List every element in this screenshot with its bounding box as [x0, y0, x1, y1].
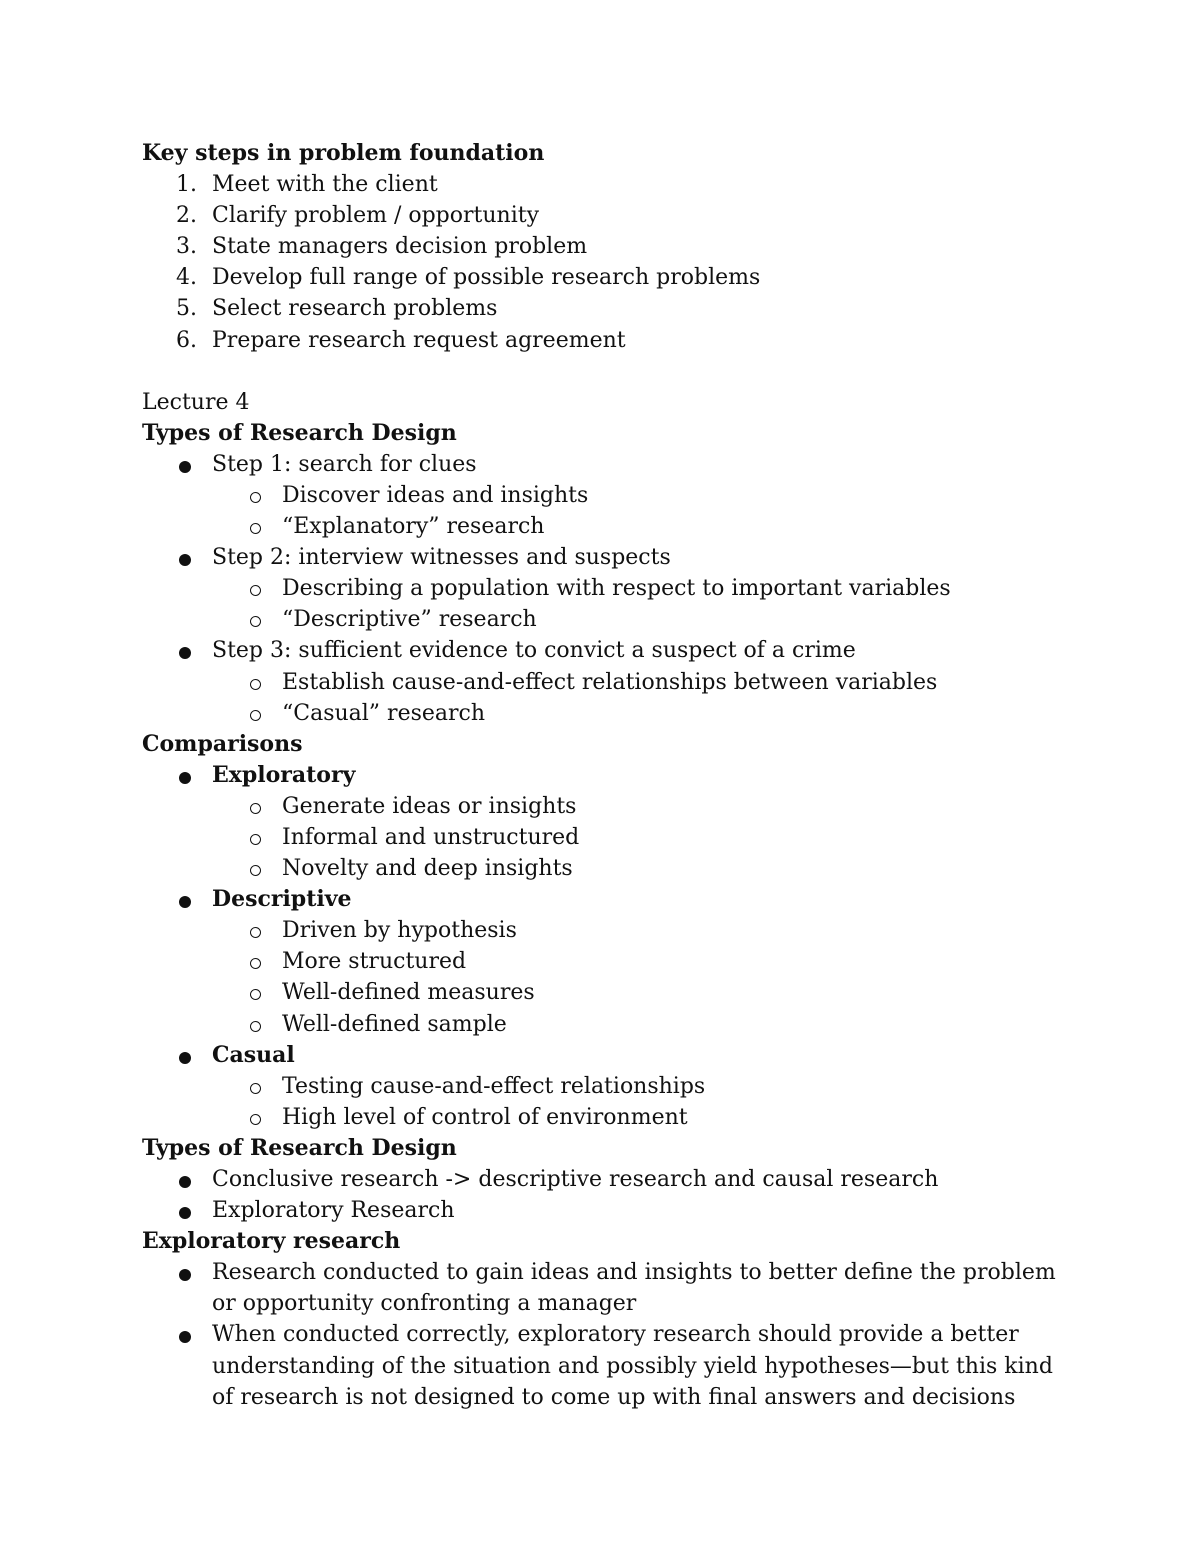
sub-bullet-text: Novelty and deep insights	[282, 856, 573, 882]
bullet-item	[142, 1040, 1102, 1071]
hollow-bullet-icon	[250, 989, 261, 1000]
hollow-bullet-icon	[250, 1083, 261, 1094]
item-number: 3.	[176, 234, 197, 260]
sub-bullet-text: Well-defined measures	[282, 980, 535, 1006]
sub-bullet-item	[142, 698, 1102, 729]
sub-bullet-text: “Casual” research	[282, 700, 486, 726]
bullet-item	[142, 635, 1102, 666]
item-text: State managers decision problem	[212, 234, 588, 260]
sub-bullet-item	[142, 573, 1102, 604]
sub-bullet-item	[142, 604, 1102, 635]
bullet-icon	[179, 896, 191, 908]
item-text: Develop full range of possible research problems	[212, 265, 761, 291]
document-content	[142, 138, 1102, 1413]
sub-bullet-item	[142, 946, 1102, 977]
bullet-item	[142, 1164, 1102, 1195]
sub-bullet-item	[142, 822, 1102, 853]
section-heading-types-of-research-design-2: Types of Research Design	[142, 1134, 457, 1161]
numbered-item	[142, 200, 1102, 231]
hollow-bullet-icon	[250, 927, 261, 938]
sub-bullet-text: Discover ideas and insights	[282, 482, 589, 508]
sub-bullet-text: Well-defined sample	[282, 1011, 507, 1037]
sub-bullet-item	[142, 853, 1102, 884]
bullet-text: Step 1: search for clues	[212, 451, 477, 477]
bullet-text: Descriptive	[212, 886, 352, 913]
sub-bullet-text: Testing cause-and-effect relationships	[282, 1073, 706, 1099]
item-text: Select research problems	[212, 296, 498, 322]
bullet-icon	[179, 461, 191, 473]
section-heading-types-of-research-design: Types of Research Design	[142, 419, 457, 446]
sub-bullet-text: Establish cause-and-effect relationships between variables	[282, 669, 938, 695]
hollow-bullet-icon	[250, 523, 261, 534]
sub-bullet-item	[142, 977, 1102, 1008]
sub-bullet-item	[142, 1102, 1102, 1133]
hollow-bullet-icon	[250, 492, 261, 503]
sub-bullet-text: “Descriptive” research	[282, 607, 537, 633]
bullet-icon	[179, 772, 191, 784]
section-heading-problem-foundation: Key steps in problem foundation	[142, 140, 545, 166]
item-number: 1.	[176, 172, 197, 198]
item-number: 4.	[176, 265, 197, 291]
bullet-text: Step 2: interview witnesses and suspects	[212, 545, 671, 571]
numbered-item	[142, 325, 1102, 356]
bullet-icon	[179, 1052, 191, 1064]
item-text: Meet with the client	[212, 172, 438, 198]
hollow-bullet-icon	[250, 710, 261, 721]
bullet-icon	[179, 647, 191, 659]
bullet-item	[142, 1257, 1102, 1319]
item-text: Clarify problem / opportunity	[212, 203, 540, 229]
bullet-text: Exploratory Research	[212, 1198, 455, 1224]
sub-bullet-text: “Explanatory” research	[282, 514, 545, 540]
bullet-text: Step 3: sufficient evidence to convict a suspect of a crime	[212, 638, 856, 664]
hollow-bullet-icon	[250, 958, 261, 969]
bullet-text: Conclusive research -> descriptive research and causal research	[212, 1167, 939, 1192]
hollow-bullet-icon	[250, 834, 261, 845]
item-number: 2.	[176, 203, 197, 229]
hollow-bullet-icon	[250, 679, 261, 690]
bullet-item	[142, 542, 1102, 573]
bullet-text: Exploratory	[212, 761, 356, 788]
numbered-item	[142, 169, 1102, 200]
sub-bullet-item	[142, 1009, 1102, 1040]
sub-bullet-text: Describing a population with respect to important variables	[282, 576, 951, 602]
item-text: Prepare research request agreement	[212, 327, 626, 353]
sub-bullet-text: Informal and unstructured	[282, 824, 580, 850]
bullet-icon	[179, 1176, 191, 1188]
sub-bullet-text: High level of control of environment	[282, 1104, 688, 1130]
hollow-bullet-icon	[250, 865, 261, 876]
hollow-bullet-icon	[250, 1021, 261, 1032]
hollow-bullet-icon	[250, 616, 261, 627]
numbered-item	[142, 231, 1102, 262]
hollow-bullet-icon	[250, 803, 261, 814]
bullet-item	[142, 884, 1102, 915]
sub-bullet-text: Driven by hypothesis	[282, 918, 517, 944]
hollow-bullet-icon	[250, 585, 261, 596]
sub-bullet-item	[142, 915, 1102, 946]
bullet-item	[142, 449, 1102, 480]
sub-bullet-item	[142, 1071, 1102, 1102]
bullet-item	[142, 1319, 1102, 1412]
item-number: 6.	[176, 327, 197, 353]
blank-line	[142, 356, 1102, 387]
numbered-item	[142, 293, 1102, 324]
item-number: 5.	[176, 296, 197, 322]
bullet-item	[142, 760, 1102, 791]
section-heading-comparisons: Comparisons	[142, 730, 303, 757]
bullet-text: Casual	[212, 1041, 295, 1068]
sub-bullet-text: More structured	[282, 949, 467, 975]
bullet-text: Research conducted to gain ideas and insights to better define the problem or opportunity confronting a manager	[212, 1260, 1056, 1317]
section-heading-exploratory-research: Exploratory research	[142, 1228, 401, 1255]
lecture-label: Lecture 4	[142, 389, 250, 415]
sub-bullet-item	[142, 791, 1102, 822]
sub-bullet-text: Generate ideas or insights	[282, 793, 577, 819]
numbered-item	[142, 262, 1102, 293]
bullet-text: When conducted correctly, exploratory research should provide a better understanding of the situation and possibly yield hypotheses—but this kind of research is not designed to come up with final answers and decisions	[212, 1322, 1053, 1410]
bullet-icon	[179, 1207, 191, 1219]
bullet-icon	[179, 554, 191, 566]
sub-bullet-item	[142, 511, 1102, 542]
bullet-item	[142, 1195, 1102, 1226]
hollow-bullet-icon	[250, 1114, 261, 1125]
sub-bullet-item	[142, 667, 1102, 698]
sub-bullet-item	[142, 480, 1102, 511]
